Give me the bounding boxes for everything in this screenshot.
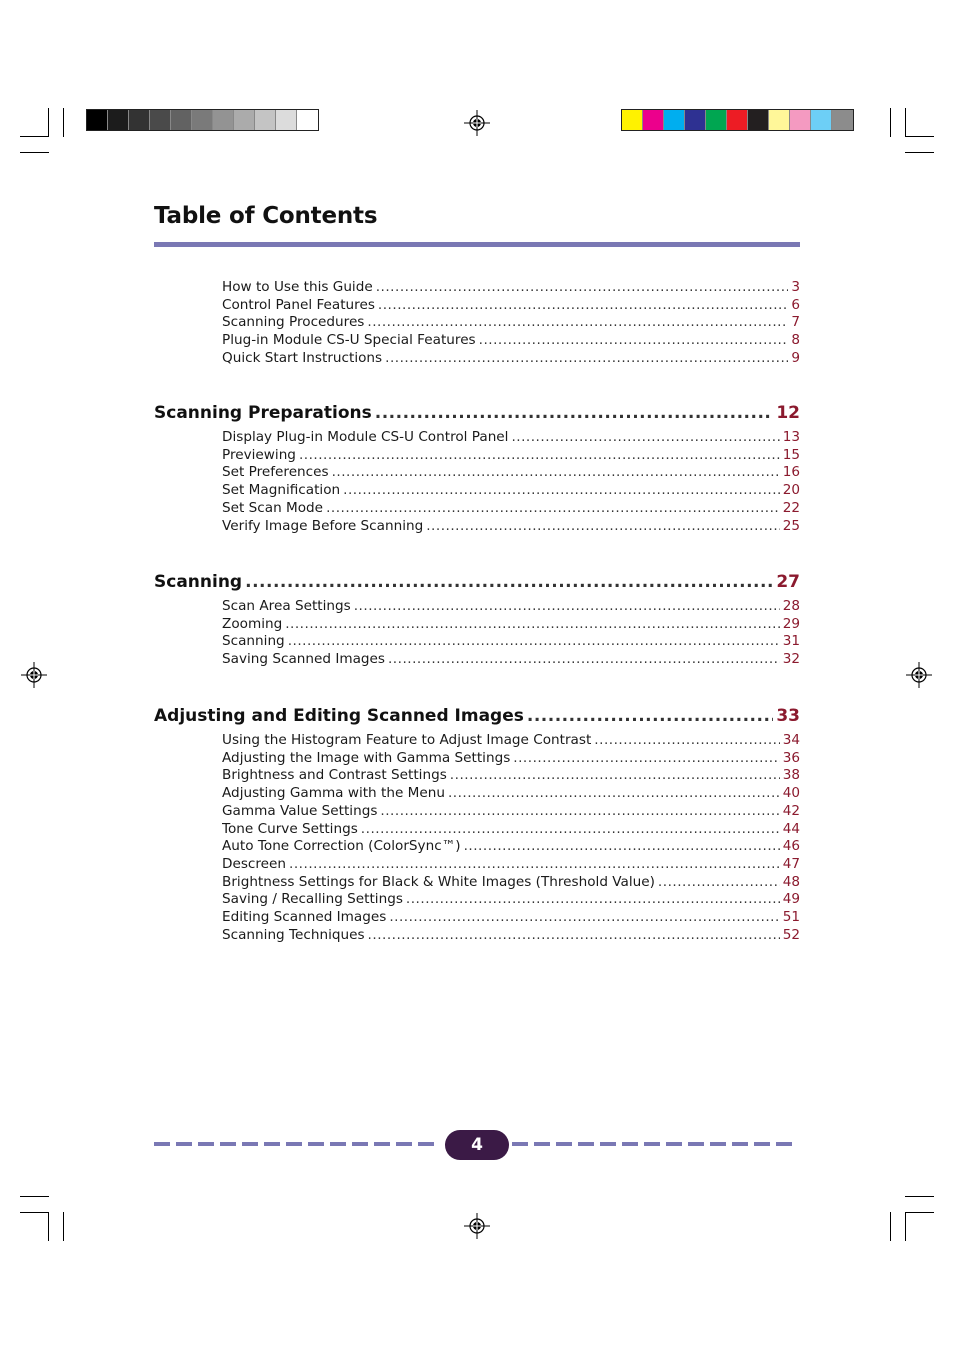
dot-leader — [464, 838, 780, 856]
dot-leader — [527, 706, 773, 726]
dot-leader — [288, 633, 780, 651]
dot-leader — [406, 891, 780, 909]
page-ref: 52 — [782, 926, 800, 943]
dot-leader — [375, 403, 774, 423]
page-ref: 47 — [782, 855, 800, 872]
entry-label: Adjusting the Image with Gamma Settings — [222, 749, 511, 766]
page-ref: 40 — [782, 785, 800, 802]
dot-leader — [285, 616, 779, 634]
dash-segment — [710, 1142, 726, 1146]
page-ref: 25 — [782, 517, 800, 534]
toc-entry[interactable] — [222, 633, 800, 651]
page-ref: 16 — [782, 464, 800, 481]
page-ref: 3 — [791, 279, 800, 295]
dot-leader — [450, 767, 780, 785]
toc-entry[interactable] — [222, 927, 800, 945]
entry-label: Brightness and Contrast Settings — [222, 767, 447, 784]
dash-segment — [352, 1142, 368, 1146]
crop-mark — [20, 136, 49, 137]
dot-leader — [368, 927, 780, 945]
color-swatch — [87, 110, 108, 130]
page-ref: 13 — [782, 429, 800, 445]
page-ref: 6 — [791, 296, 800, 313]
dot-leader — [448, 785, 780, 803]
entry-label: Brightness Settings for Black & White Images (Threshold Value) — [222, 873, 655, 890]
entry-label: Saving Scanned Images — [222, 651, 385, 668]
dot-leader — [378, 297, 788, 315]
crop-mark — [63, 108, 64, 137]
color-swatch — [171, 110, 192, 130]
toc-entry[interactable] — [222, 909, 800, 927]
dot-leader — [426, 518, 779, 536]
dash-segment — [396, 1142, 412, 1146]
dash-segment — [198, 1142, 214, 1146]
dash-segment — [776, 1142, 792, 1146]
toc-entry[interactable] — [222, 616, 800, 634]
dot-leader — [361, 821, 780, 839]
crop-mark — [20, 1196, 49, 1197]
dot-leader — [380, 803, 779, 821]
dot-leader — [326, 500, 780, 518]
crop-mark — [20, 1212, 49, 1213]
dash-segment — [418, 1142, 434, 1146]
dash-segment — [308, 1142, 324, 1146]
dash-segment — [732, 1142, 748, 1146]
page-ref: 27 — [776, 572, 800, 592]
page-ref: 46 — [782, 838, 800, 855]
dot-leader — [343, 482, 780, 500]
page-ref: 7 — [791, 314, 800, 331]
dash-segment — [330, 1142, 346, 1146]
gray-calibration-bar — [86, 109, 319, 131]
color-swatch — [297, 110, 318, 130]
crop-mark — [890, 1212, 891, 1241]
color-calibration-bar — [621, 109, 854, 131]
entry-label: Set Scan Mode — [222, 499, 324, 516]
page-ref: 9 — [791, 349, 800, 366]
dash-segment — [242, 1142, 258, 1146]
toc-entry[interactable] — [222, 891, 800, 909]
registration-target-icon — [464, 110, 490, 136]
color-swatch — [769, 110, 790, 130]
entry-label: Verify Image Before Scanning — [222, 517, 424, 534]
dash-segment — [622, 1142, 638, 1146]
crop-mark — [890, 108, 891, 137]
page-ref: 51 — [782, 909, 800, 926]
dot-leader — [389, 909, 779, 927]
page-ref: 34 — [782, 732, 800, 748]
toc-entry[interactable] — [222, 279, 800, 297]
toc-section-heading[interactable] — [154, 706, 800, 730]
toc-entry[interactable] — [222, 803, 800, 821]
entry-label: Scanning Preparations — [154, 403, 372, 423]
entry-label: Plug-in Module CS-U Special Features — [222, 332, 476, 349]
color-swatch — [811, 110, 832, 130]
entry-label: Control Panel Features — [222, 296, 375, 313]
entry-label: Previewing — [222, 446, 296, 463]
toc-entry[interactable] — [222, 874, 800, 892]
footer-dash-right — [512, 1142, 792, 1146]
entry-label: Adjusting Gamma with the Menu — [222, 785, 445, 802]
color-swatch — [790, 110, 811, 130]
page-ref: 32 — [782, 651, 800, 668]
dash-segment — [666, 1142, 682, 1146]
toc-section-heading[interactable] — [154, 403, 800, 427]
entry-label: Using the Histogram Feature to Adjust Image Contrast — [222, 732, 592, 748]
toc-entry[interactable] — [222, 464, 800, 482]
toc-entry[interactable] — [222, 429, 800, 447]
color-swatch — [213, 110, 234, 130]
registration-target-icon — [464, 1213, 490, 1239]
crop-mark — [48, 1212, 49, 1241]
entry-label: Scan Area Settings — [222, 598, 351, 614]
crop-mark — [905, 152, 934, 153]
entry-label: Quick Start Instructions — [222, 349, 383, 366]
toc-entry[interactable] — [222, 821, 800, 839]
crop-mark — [905, 108, 906, 137]
dash-segment — [688, 1142, 704, 1146]
toc-section — [154, 706, 800, 944]
dot-leader — [245, 572, 773, 592]
entry-label: Set Magnification — [222, 482, 341, 499]
entry-label: Scanning Procedures — [222, 314, 365, 331]
dash-segment — [556, 1142, 572, 1146]
page-ref: 48 — [782, 873, 800, 890]
color-swatch — [832, 110, 853, 130]
color-swatch — [622, 110, 643, 130]
entry-label: Descreen — [222, 855, 287, 872]
page-ref: 31 — [782, 633, 800, 650]
color-swatch — [276, 110, 297, 130]
dot-leader — [289, 856, 780, 874]
dash-segment — [154, 1142, 170, 1146]
page-ref: 29 — [782, 615, 800, 632]
entry-label: Adjusting and Editing Scanned Images — [154, 706, 524, 726]
dot-leader — [513, 750, 779, 768]
toc-entry[interactable] — [222, 518, 800, 536]
dash-segment — [220, 1142, 236, 1146]
entry-label: Scanning — [222, 633, 285, 650]
color-swatch — [255, 110, 276, 130]
page-ref: 20 — [782, 482, 800, 499]
crop-mark — [48, 108, 49, 137]
toc-section — [154, 403, 800, 535]
color-swatch — [748, 110, 769, 130]
toc-entry[interactable] — [222, 350, 800, 368]
dot-leader — [299, 447, 780, 465]
page-ref: 22 — [782, 499, 800, 516]
registration-target-icon — [906, 662, 932, 688]
dash-segment — [578, 1142, 594, 1146]
crop-mark — [905, 1196, 934, 1197]
color-swatch — [706, 110, 727, 130]
page-ref: 38 — [782, 767, 800, 784]
dot-leader — [511, 429, 779, 447]
dash-segment — [754, 1142, 770, 1146]
toc-entry[interactable] — [222, 750, 800, 768]
entry-label: Set Preferences — [222, 464, 329, 481]
entry-label: How to Use this Guide — [222, 279, 373, 295]
page-ref: 49 — [782, 891, 800, 908]
dash-segment — [176, 1142, 192, 1146]
dash-segment — [512, 1142, 528, 1146]
entry-label: Auto Tone Correction (ColorSync™) — [222, 838, 461, 855]
page-ref: 12 — [776, 403, 800, 423]
color-swatch — [685, 110, 706, 130]
footer-dash-left — [154, 1142, 434, 1146]
color-swatch — [108, 110, 129, 130]
color-swatch — [727, 110, 748, 130]
dot-leader — [385, 350, 788, 368]
registration-target-icon — [21, 662, 47, 688]
toc-entry[interactable] — [222, 500, 800, 518]
dot-leader — [658, 874, 780, 892]
dot-leader — [376, 279, 789, 297]
toc-entry[interactable] — [222, 651, 800, 669]
page-ref: 8 — [791, 332, 800, 349]
dash-segment — [286, 1142, 302, 1146]
dash-segment — [264, 1142, 280, 1146]
entry-label: Editing Scanned Images — [222, 909, 387, 926]
color-swatch — [150, 110, 171, 130]
entry-label: Scanning Techniques — [222, 926, 365, 943]
crop-mark — [20, 152, 49, 153]
dot-leader — [354, 598, 780, 616]
entry-label: Display Plug-in Module CS-U Control Panel — [222, 429, 509, 445]
toc-entry[interactable] — [222, 297, 800, 315]
page-number: 4 — [445, 1130, 509, 1160]
dot-leader — [594, 732, 779, 750]
page-ref: 36 — [782, 749, 800, 766]
entry-label: Saving / Recalling Settings — [222, 891, 403, 908]
dash-segment — [374, 1142, 390, 1146]
dash-segment — [600, 1142, 616, 1146]
toc-section-heading[interactable] — [154, 572, 800, 596]
entry-label: Zooming — [222, 615, 283, 632]
dot-leader — [367, 314, 788, 332]
color-swatch — [234, 110, 255, 130]
page-title: Table of Contents — [154, 203, 378, 229]
page-ref: 15 — [782, 446, 800, 463]
page-ref: 33 — [776, 706, 800, 726]
title-rule — [154, 242, 800, 247]
toc-entry[interactable] — [222, 856, 800, 874]
toc-intro-list — [154, 279, 800, 368]
crop-mark — [905, 1212, 906, 1241]
toc-section — [154, 572, 800, 669]
color-swatch — [643, 110, 664, 130]
crop-mark — [905, 136, 934, 137]
toc-entry[interactable] — [222, 838, 800, 856]
toc-entry[interactable] — [222, 447, 800, 465]
toc-entry[interactable] — [222, 314, 800, 332]
toc-entry[interactable] — [222, 598, 800, 616]
color-swatch — [664, 110, 685, 130]
toc-entry[interactable] — [222, 332, 800, 350]
color-swatch — [129, 110, 150, 130]
crop-mark — [905, 1212, 934, 1213]
dot-leader — [479, 332, 789, 350]
toc-entry[interactable] — [222, 785, 800, 803]
entry-label: Tone Curve Settings — [222, 820, 358, 837]
toc-entry[interactable] — [222, 767, 800, 785]
dot-leader — [388, 651, 780, 669]
dot-leader — [332, 464, 780, 482]
color-swatch — [192, 110, 213, 130]
page-ref: 44 — [782, 820, 800, 837]
page-ref: 28 — [782, 598, 800, 614]
dash-segment — [644, 1142, 660, 1146]
toc-entry[interactable] — [222, 482, 800, 500]
page-ref: 42 — [782, 802, 800, 819]
entry-label: Gamma Value Settings — [222, 802, 378, 819]
crop-mark — [63, 1212, 64, 1241]
dash-segment — [534, 1142, 550, 1146]
toc-entry[interactable] — [222, 732, 800, 750]
entry-label: Scanning — [154, 572, 243, 592]
